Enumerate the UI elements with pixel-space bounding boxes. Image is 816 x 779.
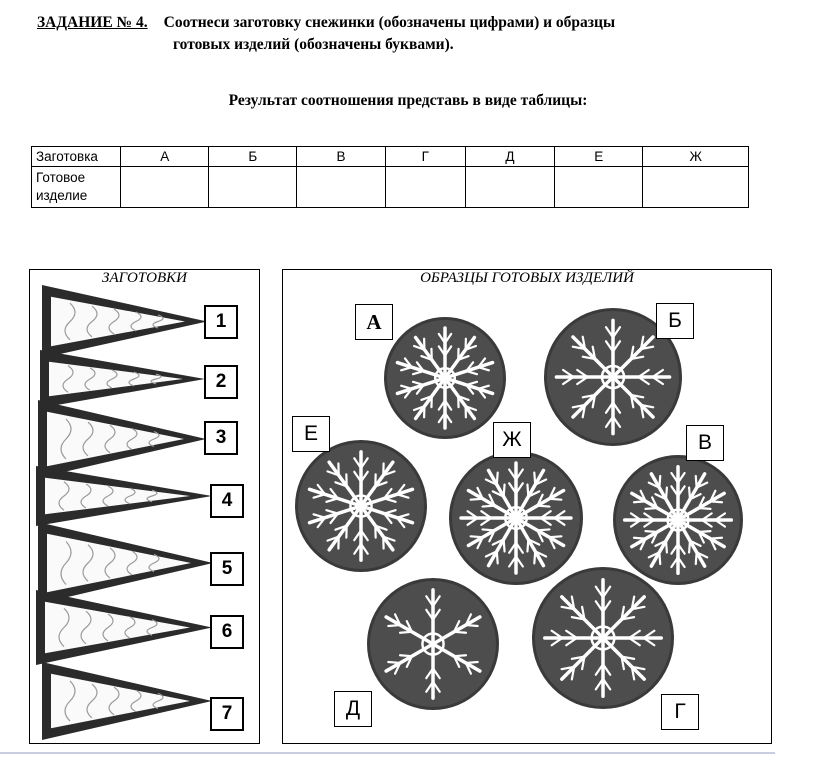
blanks-panel (29, 269, 260, 744)
result-instruction: Результат соотношения представь в виде таблицы: (228, 92, 588, 109)
task-number: ЗАДАНИЕ № 4. (37, 14, 148, 31)
answer-cell-b[interactable] (209, 167, 297, 208)
answer-table (31, 146, 749, 208)
product-snowflake-1 (384, 317, 506, 439)
product-snowflake-5 (613, 455, 743, 585)
product-snowflake-6 (367, 578, 499, 710)
products-panel (282, 269, 772, 744)
table-row-blanks (32, 147, 749, 167)
row-header-product: Готовое изделие (32, 167, 121, 208)
answer-cell-zh[interactable] (643, 167, 749, 208)
product-snowflake-7 (532, 567, 674, 709)
column-header-b: Б (209, 147, 297, 167)
answer-cell-e[interactable] (555, 167, 643, 208)
blank-wedge-6 (36, 590, 212, 665)
blank-wedge-7 (42, 662, 212, 740)
column-header-a: А (121, 147, 209, 167)
products-panel-title: ОБРАЗЦЫ ГОТОВЫХ ИЗДЕЛИЙ (420, 270, 634, 286)
blank-number-5: 5 (210, 552, 244, 586)
task-heading (37, 12, 777, 56)
blank-wedge-5 (38, 522, 213, 604)
column-header-d: Д (465, 147, 554, 167)
blank-wedge-2 (40, 350, 205, 408)
column-header-zh: Ж (643, 147, 749, 167)
answer-cell-g[interactable] (385, 167, 465, 208)
product-label-v: В (686, 425, 724, 461)
product-label-d: Д (334, 691, 372, 727)
task-line-2: готовых изделий (обозначены буквами). (173, 36, 454, 53)
answer-cell-d[interactable] (465, 167, 554, 208)
blank-number-1: 1 (204, 305, 238, 339)
column-header-v: В (297, 147, 385, 167)
page-bottom-line (0, 752, 775, 754)
product-snowflake-3 (295, 440, 427, 572)
blank-wedge-3 (38, 400, 206, 478)
blank-number-2: 2 (204, 365, 238, 399)
row-header-blank: Заготовка (32, 147, 121, 167)
blank-number-4: 4 (210, 484, 244, 518)
product-label-e: Е (292, 416, 330, 452)
column-header-e: Е (555, 147, 643, 167)
blanks-panel-title: ЗАГОТОВКИ (102, 270, 187, 286)
product-label-g: Г (661, 694, 699, 730)
product-label-b: Б (656, 303, 694, 339)
blank-wedge-4 (36, 466, 212, 526)
blank-number-3: 3 (204, 421, 238, 455)
product-label-zh: Ж (493, 422, 531, 458)
table-row-products (32, 167, 749, 208)
products-drawing (283, 270, 771, 743)
task-line-1: Соотнеси заготовку снежинки (обозначены цифрами) и образцы (163, 14, 616, 31)
answer-cell-v[interactable] (297, 167, 385, 208)
blank-number-6: 6 (210, 615, 244, 649)
column-header-g: Г (385, 147, 465, 167)
product-snowflake-4 (449, 451, 583, 585)
answer-cell-a[interactable] (121, 167, 209, 208)
blank-number-7: 7 (210, 697, 244, 731)
blank-wedge-1 (42, 285, 207, 358)
product-label-a: А (355, 304, 393, 340)
